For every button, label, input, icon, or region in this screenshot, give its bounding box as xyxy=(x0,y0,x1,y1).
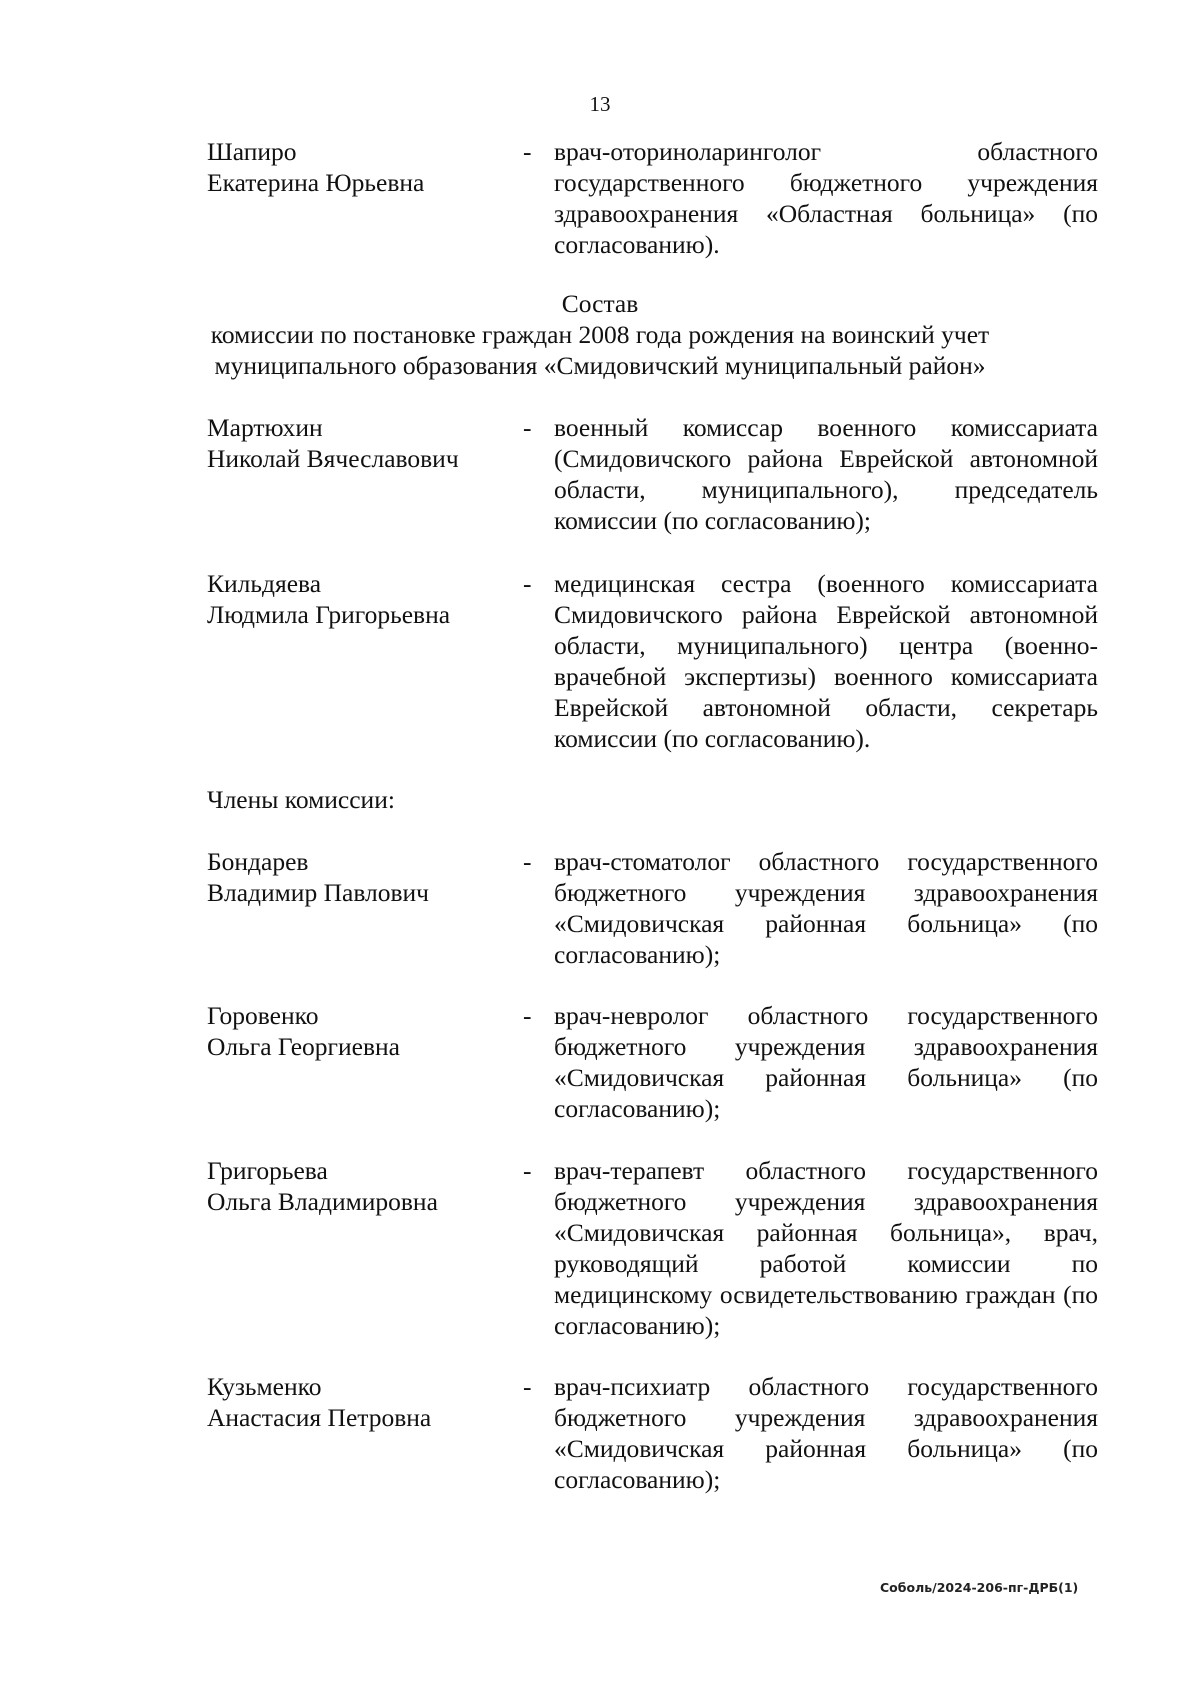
document-code: Соболь/2024-206-пг-ДРБ(1) xyxy=(880,1580,1079,1595)
person-name xyxy=(207,412,507,474)
person-position: врач-терапевт областного государственного бюджетного учреждения здравоохранения «Смидовичская районная больница», врач, руководящий работой комиссии по медицинскому освидетельствованию граждан (по согласованию); xyxy=(554,1156,1098,1340)
person-name xyxy=(207,568,507,630)
dash-separator: - xyxy=(523,1156,532,1185)
heading-subtitle-line-2: муниципального образования «Смидовичский муниципальный район» xyxy=(214,351,986,380)
person-surname: Григорьева xyxy=(207,1156,328,1185)
person-given-names: Николай Вячеславович xyxy=(207,444,459,473)
person-given-names: Владимир Павлович xyxy=(207,878,430,907)
person-position: врач-стоматолог областного государственного бюджетного учреждения здравоохранения «Смидовичская районная больница» (по согласованию); xyxy=(554,847,1098,969)
dash-separator: - xyxy=(523,847,532,876)
person-given-names: Екатерина Юрьевна xyxy=(207,168,425,197)
person-surname: Кильдяева xyxy=(207,569,322,598)
person-surname: Мартюхин xyxy=(207,413,323,442)
person-position: врач-оториноларинголог областного государственного бюджетного учреждения здравоохранения «Областная больница» (по согласованию). xyxy=(554,137,1098,259)
person-surname: Горовенко xyxy=(207,1001,319,1030)
dash-separator: - xyxy=(523,1372,532,1401)
page-number: 13 xyxy=(589,92,611,116)
person-name xyxy=(207,846,507,908)
person-position: военный комиссар военного комиссариата (Смидовичского района Еврейской автономной области, муниципального), председатель комиссии (по согласованию); xyxy=(554,413,1098,535)
person-name xyxy=(207,136,507,198)
person-position: медицинская сестра (военного комиссариата Смидовичского района Еврейской автономной области, муниципального) центра (военно-врачебной экспертизы) военного комиссариата Еврейской автономной области, секретарь комиссии (по согласованию). xyxy=(554,569,1098,753)
person-surname: Кузьменко xyxy=(207,1372,322,1401)
person-given-names: Ольга Георгиевна xyxy=(207,1032,400,1061)
person-given-names: Анастасия Петровна xyxy=(207,1403,432,1432)
section-heading xyxy=(0,288,1200,381)
person-position: врач-психиатр областного государственного бюджетного учреждения здравоохранения «Смидовичская районная больница» (по согласованию); xyxy=(554,1372,1098,1494)
person-name xyxy=(207,1155,507,1217)
person-name xyxy=(207,1371,507,1433)
person-given-names: Людмила Григорьевна xyxy=(207,600,451,629)
members-label: Члены комиссии: xyxy=(207,785,395,814)
person-given-names: Ольга Владимировна xyxy=(207,1187,438,1216)
dash-separator: - xyxy=(523,413,532,442)
person-surname: Бондарев xyxy=(207,847,309,876)
heading-title: Состав xyxy=(561,289,639,318)
person-surname: Шапиро xyxy=(207,137,297,166)
dash-separator: - xyxy=(523,137,532,166)
person-name xyxy=(207,1000,507,1062)
dash-separator: - xyxy=(523,569,532,598)
dash-separator: - xyxy=(523,1001,532,1030)
heading-subtitle-line-1: комиссии по постановке граждан 2008 года рождения на воинский учет xyxy=(210,320,990,349)
person-position: врач-невролог областного государственного бюджетного учреждения здравоохранения «Смидовичская районная больница» (по согласованию); xyxy=(554,1001,1098,1123)
